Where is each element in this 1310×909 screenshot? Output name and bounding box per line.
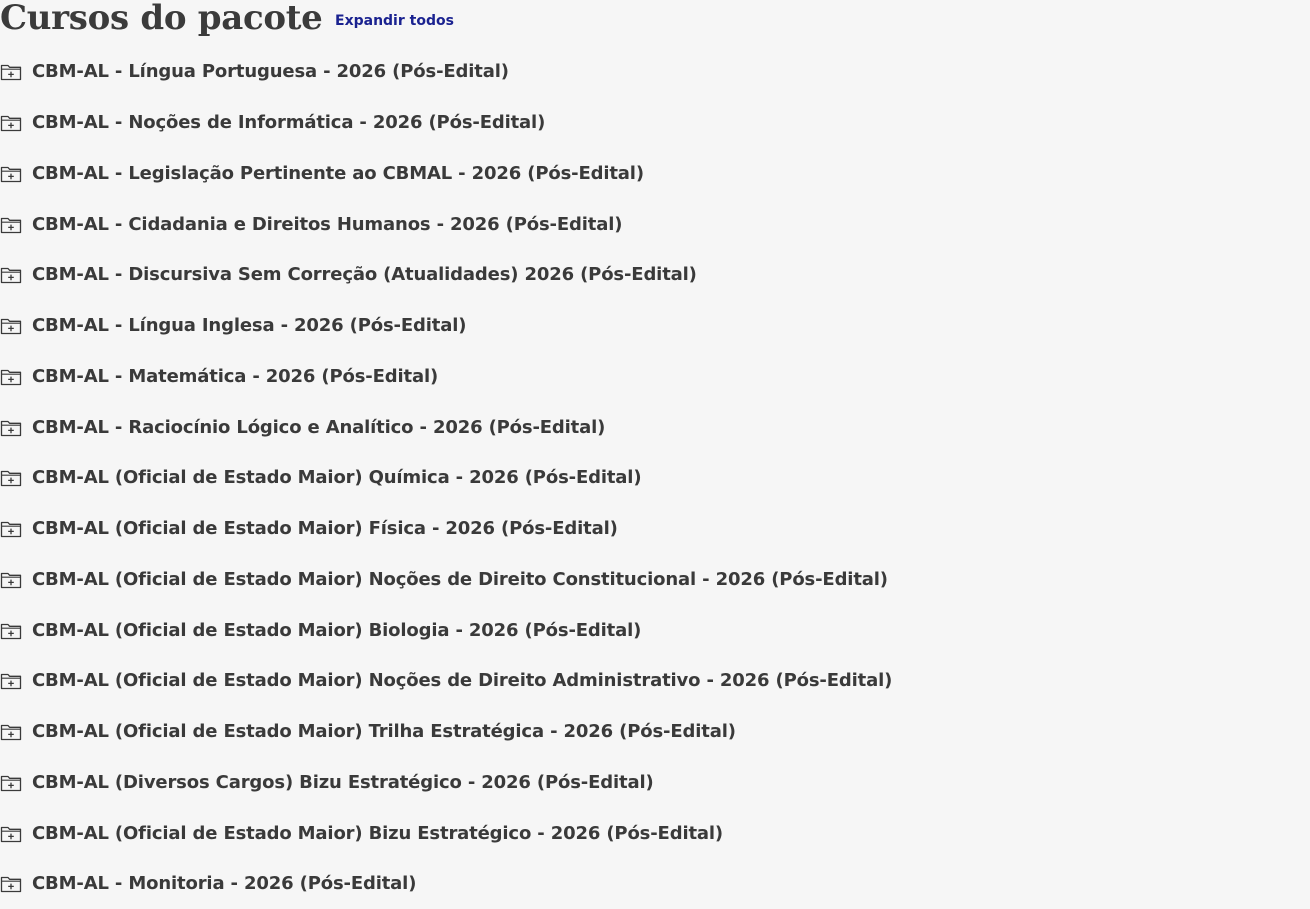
folder-plus-icon[interactable] [0, 723, 22, 741]
folder-plus-icon[interactable] [0, 266, 22, 284]
folder-plus-icon[interactable] [0, 571, 22, 589]
course-label: CBM-AL - Monitoria - 2026 (Pós-Edital) [32, 873, 417, 895]
folder-plus-icon[interactable] [0, 825, 22, 843]
course-item[interactable] [0, 656, 1310, 707]
course-label: CBM-AL - Raciocínio Lógico e Analítico - 2026 (Pós-Edital) [32, 416, 606, 438]
course-label: CBM-AL (Oficial de Estado Maior) Química - 2026 (Pós-Edital) [32, 467, 642, 489]
folder-plus-icon[interactable] [0, 165, 22, 183]
course-label: CBM-AL - Discursiva Sem Correção (Atualidades) 2026 (Pós-Edital) [32, 264, 697, 286]
course-label: CBM-AL - Língua Portuguesa - 2026 (Pós-Edital) [32, 61, 509, 83]
folder-plus-icon[interactable] [0, 63, 22, 81]
folder-plus-icon[interactable] [0, 469, 22, 487]
course-item[interactable] [0, 453, 1310, 504]
course-list [0, 47, 1310, 909]
course-item[interactable] [0, 808, 1310, 859]
folder-plus-icon[interactable] [0, 317, 22, 335]
expand-all-link[interactable]: Expandir todos [335, 13, 454, 29]
course-item[interactable] [0, 758, 1310, 809]
course-item[interactable] [0, 605, 1310, 656]
course-item[interactable] [0, 504, 1310, 555]
folder-plus-icon[interactable] [0, 774, 22, 792]
course-item[interactable] [0, 47, 1310, 98]
folder-plus-icon[interactable] [0, 216, 22, 234]
folder-plus-icon[interactable] [0, 875, 22, 893]
course-label: CBM-AL (Oficial de Estado Maior) Noções de Direito Constitucional - 2026 (Pós-Edital) [32, 568, 888, 590]
course-item[interactable] [0, 555, 1310, 606]
folder-plus-icon[interactable] [0, 114, 22, 132]
course-label: CBM-AL (Oficial de Estado Maior) Trilha Estratégica - 2026 (Pós-Edital) [32, 721, 736, 743]
course-label: CBM-AL (Oficial de Estado Maior) Biologia - 2026 (Pós-Edital) [32, 619, 642, 641]
course-item[interactable] [0, 149, 1310, 200]
course-item[interactable] [0, 301, 1310, 352]
course-label: CBM-AL - Legislação Pertinente ao CBMAL - 2026 (Pós-Edital) [32, 162, 644, 184]
course-item[interactable] [0, 250, 1310, 301]
page-header [0, 0, 1310, 40]
folder-plus-icon[interactable] [0, 419, 22, 437]
course-label: CBM-AL (Oficial de Estado Maior) Bizu Estratégico - 2026 (Pós-Edital) [32, 822, 724, 844]
course-item[interactable] [0, 199, 1310, 250]
course-item[interactable] [0, 859, 1310, 909]
course-item[interactable] [0, 98, 1310, 149]
course-label: CBM-AL - Cidadania e Direitos Humanos - 2026 (Pós-Edital) [32, 213, 623, 235]
course-label: CBM-AL - Língua Inglesa - 2026 (Pós-Edital) [32, 315, 467, 337]
folder-plus-icon[interactable] [0, 368, 22, 386]
course-item[interactable] [0, 707, 1310, 758]
course-label: CBM-AL (Oficial de Estado Maior) Física - 2026 (Pós-Edital) [32, 518, 618, 540]
folder-plus-icon[interactable] [0, 520, 22, 538]
course-label: CBM-AL - Noções de Informática - 2026 (Pós-Edital) [32, 112, 546, 134]
page-title: Cursos do pacote [0, 0, 323, 38]
course-item[interactable] [0, 352, 1310, 403]
course-label: CBM-AL (Diversos Cargos) Bizu Estratégico - 2026 (Pós-Edital) [32, 771, 654, 793]
course-label: CBM-AL (Oficial de Estado Maior) Noções de Direito Administrativo - 2026 (Pós-Edital) [32, 670, 893, 692]
folder-plus-icon[interactable] [0, 672, 22, 690]
folder-plus-icon[interactable] [0, 622, 22, 640]
course-label: CBM-AL - Matemática - 2026 (Pós-Edital) [32, 365, 439, 387]
course-item[interactable] [0, 402, 1310, 453]
